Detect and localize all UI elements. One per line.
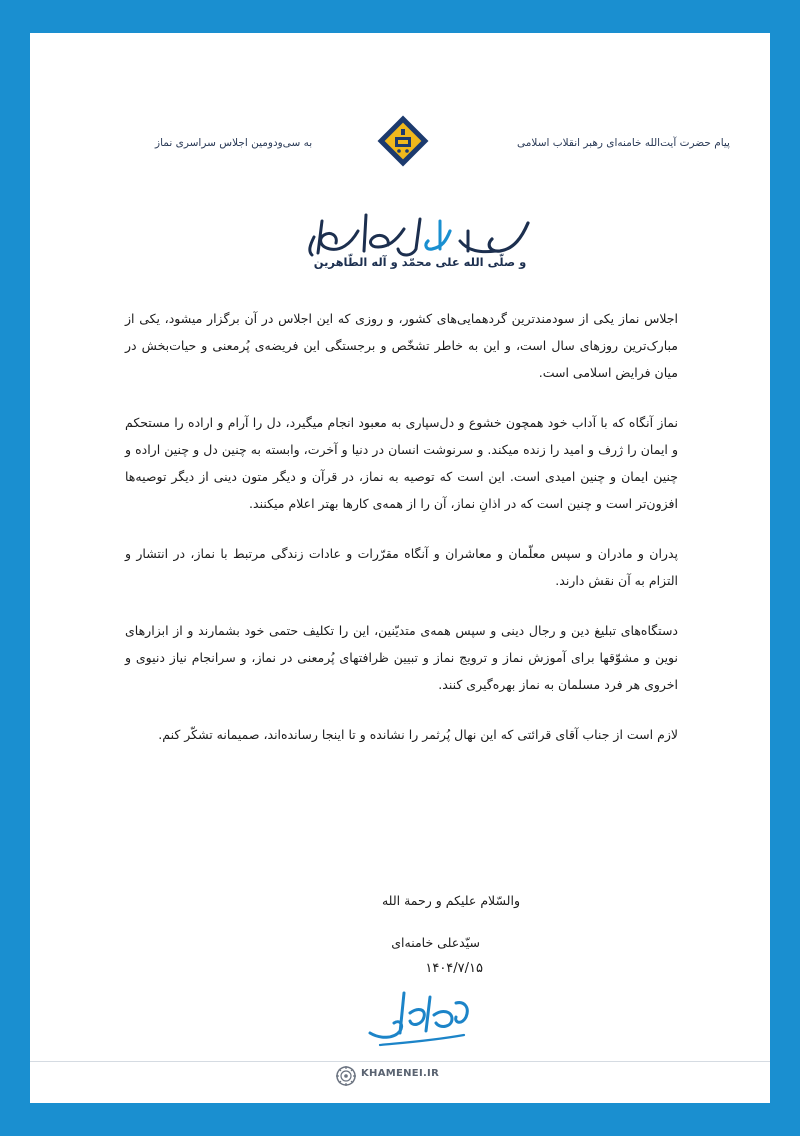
- paragraph: دستگاه‌های تبلیغ دین و رجال دینی و سپس همه‌ی متدیّنین، این را تکلیف حتمی خود بشمارند و از ابزارهای نوین و مشوّقها برای آموزش نماز و ترویج نماز و تبیین ظرافتهای پُرمعنی در نماز، و سرانجام نیاز دنیوی و اخروی هر فرد مسلمان به نماز بهره‌گیری کنند.: [125, 623, 678, 692]
- footer-divider: [30, 1061, 770, 1062]
- closing-greeting: والسّلام علیکم و رحمة الله: [381, 893, 520, 908]
- letter-page: [30, 33, 770, 1103]
- paragraph: اجلاس نماز یکی از سودمندترین گردهمایی‌های کشور، و روزی که این اجلاس در آن برگزار میشود، یکی از مبارک‌ترین روزهای سال است، و این به خاطر تشخّص و برجستگی این فریضه‌ی پُرمعنی و حیات‌بخش در میان فرایض اسلامی است.: [125, 311, 678, 380]
- footer-brand: KHAMENEI.IR: [361, 1068, 440, 1079]
- letter-header: [30, 113, 770, 173]
- header-title: پیام حضرت آیت‌الله خامنه‌ای رهبر انقلاب اسلامی: [517, 137, 730, 149]
- handwritten-signature: [360, 973, 480, 1053]
- salawat-line: و صلّی الله علی محمّد و آله الطّاهرین: [313, 255, 527, 269]
- basmala-calligraphy: [300, 201, 540, 291]
- paragraph: پدران و مادران و سپس معلّمان و معاشران و آنگاه مقرّرات و عادات زندگی مرتبط با نماز، در انتشار و التزام به آن نقش دارند.: [125, 546, 678, 588]
- footer: [335, 1063, 475, 1089]
- letter-body: [125, 305, 678, 771]
- letter-date: ۱۴۰۴/۷/۱۵: [425, 961, 483, 976]
- paragraph: لازم است از جناب آقای قرائتی که این نهال پُرثمر را نشانده و تا اینجا رسانده‌اند، صمیمانه تشکّر کنم.: [158, 727, 678, 742]
- paragraph: نماز آنگاه که با آداب خود همچون خشوع و دل‌سپاری به معبود انجام میگیرد، دل را آرام و اراده را مستحکم و ایمان را ژرف و امید را زنده میکند. و سرنوشت انسان در دنیا و آخرت، وابسته به چنین دل و چنین اراده و چنین ایمان و چنین امیدی است. این است که توصیه به نماز، در قرآن و دیگر متون دینی از دیگر توصیه‌ها افزون‌تر است و چنین است که در اذانِ نماز، آن را از همه‌ی کارها بهتر اعلام میکنند.: [125, 415, 678, 511]
- namaz-logo-icon: [375, 113, 431, 169]
- khamenei-emblem-icon: [335, 1065, 357, 1087]
- signer-name: سیّدعلی خامنه‌ای: [391, 935, 480, 950]
- header-occasion: به سی‌ودومین اجلاس سراسری نماز: [155, 137, 313, 149]
